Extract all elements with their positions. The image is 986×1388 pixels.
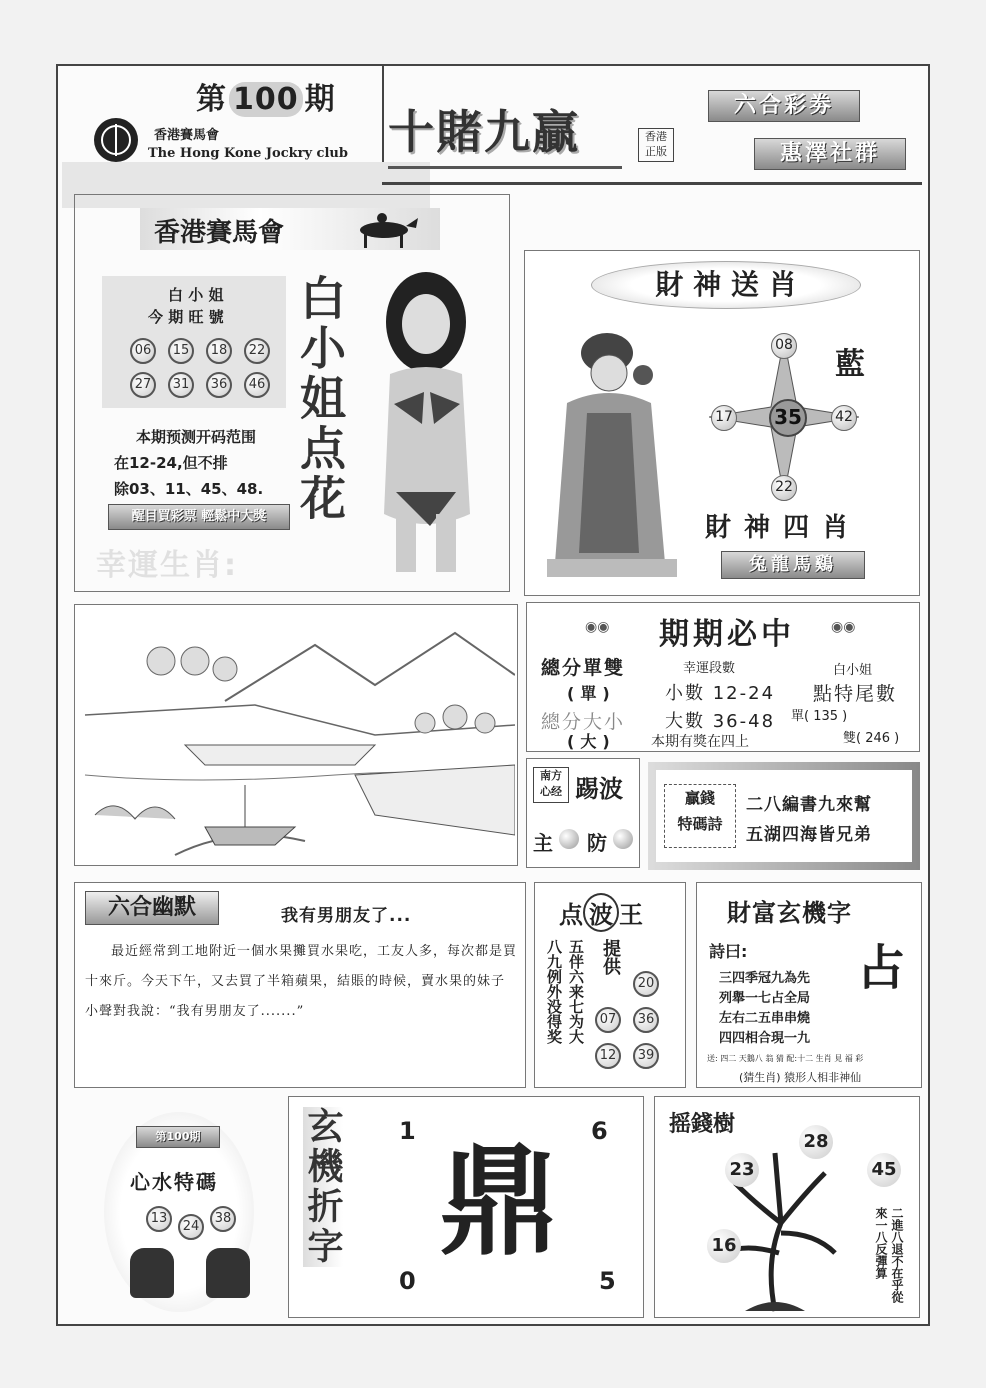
tibo-label-box: 南方 心经 [533, 767, 569, 803]
dianbo-number-ball: 12 [595, 1043, 621, 1069]
horse-rider-icon [346, 208, 422, 250]
money-tree-poem: 二進八退不在乎從來一八反彈算 [874, 1207, 904, 1303]
caifu-poem-line: 四四相合現一九 [719, 1031, 811, 1046]
boxing-glove-right-icon [206, 1248, 250, 1298]
landscape-illustration [74, 604, 518, 866]
dianbo-number-ball: 39 [633, 1043, 659, 1069]
dianbo-title: 点 波 王 [559, 893, 643, 932]
tibo-title: 踢波 [575, 774, 623, 803]
xuanji-num-br: 5 [599, 1267, 616, 1295]
jockey-club-logo [94, 118, 138, 162]
lucky-number-ball: 36 [206, 372, 232, 398]
club-name-en: The Hong Kone Jockry club [148, 146, 348, 161]
tibo-main: 主 [533, 831, 553, 855]
row2-right: 點特尾數 [813, 683, 898, 705]
badge-liuhe: 六合彩劵 [708, 90, 860, 122]
badge-huize: 惠澤社群 [754, 138, 906, 170]
row1-label: 總分單雙 [541, 657, 626, 679]
row4-mid: 本期有獎在四上 [651, 734, 749, 750]
money-tree-title: 摇錢樹 [669, 1112, 736, 1137]
lottery-sheet [56, 64, 930, 1326]
xinshui-issue: 第100期 [136, 1126, 220, 1148]
row2-label: (單) [567, 684, 616, 703]
qiqi-title: 期期必中 [659, 617, 795, 652]
caifu-note-1: 送: 四二 天鵝八 翁 猜 配:十二 生肖 見 福 彩 [707, 1054, 864, 1063]
money-tree-ball: 45 [867, 1153, 901, 1187]
header-left [58, 66, 384, 162]
caishen-zodiac: 兔龍馬鷄 [721, 551, 865, 579]
color-word: 藍 [835, 347, 865, 382]
star-bottom-number: 22 [771, 475, 797, 501]
xinshui-number-ball: 38 [210, 1206, 236, 1232]
poem-line-1: 二八編書九來幫 [746, 795, 872, 815]
caifu-poem-line: 左右二五串串燒 [719, 1011, 811, 1026]
humor-section [74, 882, 526, 1088]
caifu-title: 財富玄機字 [727, 898, 852, 927]
xuanji-section [288, 1096, 644, 1318]
caishen-title-pill [591, 261, 861, 309]
dianbo-number-ball: 20 [633, 971, 659, 997]
caishen-title: 財 神 送 肖 [655, 268, 797, 301]
xuanji-title: 玄機折字 [302, 1107, 344, 1267]
club-name-cn: 香港賽馬會 [154, 128, 220, 143]
dianbo-provide: 提供 [600, 939, 621, 975]
god-of-wealth-icon [547, 323, 677, 579]
dianbo-col-1: 八九例外没得奖 [545, 939, 563, 1044]
row2-mid: 小數 12-24 [665, 683, 776, 704]
row1-right: 白小姐 [833, 663, 873, 678]
edition-stamp: 香港 正版 [638, 128, 674, 162]
lucky-number-ball: 22 [244, 338, 270, 364]
lucky-number-ball: 31 [168, 372, 194, 398]
model-silhouette-icon [350, 264, 500, 574]
tibo-fang: 防 [587, 831, 607, 855]
range-line-3: 除03、11、45、48. [114, 480, 264, 498]
poem-line-2: 五湖四海皆兄弟 [746, 825, 872, 845]
caishen-subtitle: 財 神 四 肖 [705, 513, 851, 543]
tree-icon [695, 1133, 855, 1313]
poem-inner [656, 770, 912, 862]
poem-left-frame: 贏錢 特碼詩 [664, 784, 736, 848]
miss-bai-vertical-title: 白小姐点花 [293, 274, 347, 524]
card-title-2: 今 期 旺 號 [148, 308, 224, 326]
xuanji-big-char: 鼎 [439, 1133, 559, 1272]
row4-shuang: 雙( 246 ) [843, 731, 900, 746]
dianbo-number-ball: 07 [595, 1007, 621, 1033]
faded-lucky-zodiac: 幸運生肖: [96, 548, 238, 583]
jockey-banner-text: 香港賽馬會 [154, 218, 285, 248]
issue-number: 100 [229, 82, 303, 117]
caifu-poem-line: 列舉一七占全局 [719, 991, 811, 1006]
title-underline [388, 166, 622, 169]
range-line-2: 在12-24,但不排 [114, 454, 228, 472]
slogan-bar: 醒目買彩票 輕鬆中大獎 [108, 504, 290, 530]
humor-tag: 六合幽默 [85, 891, 219, 925]
model-figure [350, 264, 500, 574]
row4-label: (大) [567, 732, 616, 751]
miss-bai-section [74, 194, 512, 594]
cd-icon-left: ◉◉ [585, 619, 610, 635]
main-title: 十賭九贏 [388, 105, 580, 159]
dianbo-number-ball: 36 [633, 1007, 659, 1033]
lucky-number-ball: 46 [244, 372, 270, 398]
dianbo-title-circle: 波 [583, 893, 619, 932]
tibo-section [526, 758, 640, 868]
dianbo-col-2: 五伴六来七为大 [567, 939, 585, 1044]
star-top-number: 08 [771, 333, 797, 359]
row3-label: 總分大小 [541, 711, 626, 733]
row3-dan: 單( 135 ) [791, 709, 848, 724]
caifu-poem-line: 三四季冠九為先 [719, 971, 811, 986]
money-tree-ball: 16 [707, 1229, 741, 1263]
money-tree-section [654, 1096, 920, 1318]
xinshui-number-ball: 13 [146, 1206, 172, 1232]
tibo-fang-ball [613, 829, 633, 849]
lucky-number-ball: 06 [130, 338, 156, 364]
boxing-glove-left-icon [130, 1248, 174, 1298]
xinshui-title: 心水特碼 [130, 1170, 218, 1194]
star-right-number: 42 [831, 405, 857, 431]
xuanji-num-tr: 6 [591, 1117, 608, 1145]
qiqi-section [526, 602, 920, 752]
tibo-main-ball [559, 829, 579, 849]
caishen-section [524, 250, 920, 596]
caifu-note-2: (猜生肖) 猿形人相非神仙 [739, 1071, 862, 1084]
lucky-number-ball: 18 [206, 338, 232, 364]
lucky-number-ball: 15 [168, 338, 194, 364]
number-card [102, 276, 286, 408]
header-rule [382, 182, 922, 185]
cd-icon-right: ◉◉ [831, 619, 856, 635]
jockey-logo-icon [94, 118, 138, 162]
xuanji-num-bl: 0 [399, 1267, 416, 1295]
range-line-1: 本期预测开码范围 [136, 428, 257, 446]
money-tree-ball: 23 [725, 1153, 759, 1187]
money-tree-ball: 28 [799, 1125, 833, 1159]
caishen-figure [547, 323, 677, 579]
xinshui-section [74, 1102, 280, 1316]
poem-box [648, 762, 920, 870]
lucky-number-ball: 27 [130, 372, 156, 398]
xinshui-number-ball: 24 [178, 1214, 204, 1240]
humor-body: 最近經常到工地附近一個水果攤買水果吃，工友人多，每次都是買十來斤。今天下午，又去買了半箱蘋果，結賬的時候，賣水果的妹子小聲對我說：“我有男朋友了.......” [85, 944, 518, 1019]
card-title-1: 白 小 姐 [168, 286, 224, 304]
caifu-section [696, 882, 922, 1088]
row1-mid: 幸運段數 [683, 661, 736, 676]
humor-headline: 我有男朋友了... [281, 906, 412, 926]
star-left-number: 17 [711, 405, 737, 431]
lake-landscape-icon [75, 605, 515, 863]
caifu-poem-label: 詩曰: [709, 942, 748, 961]
issue-label: 第 100 期 [196, 82, 336, 117]
xuanji-num-tl: 1 [399, 1117, 416, 1145]
caifu-big-char: 占 [857, 940, 906, 996]
jockey-banner [140, 208, 440, 250]
star-center-number: 35 [769, 399, 807, 437]
row3-mid: 大數 36-48 [665, 711, 776, 732]
dianbo-section [534, 882, 686, 1088]
